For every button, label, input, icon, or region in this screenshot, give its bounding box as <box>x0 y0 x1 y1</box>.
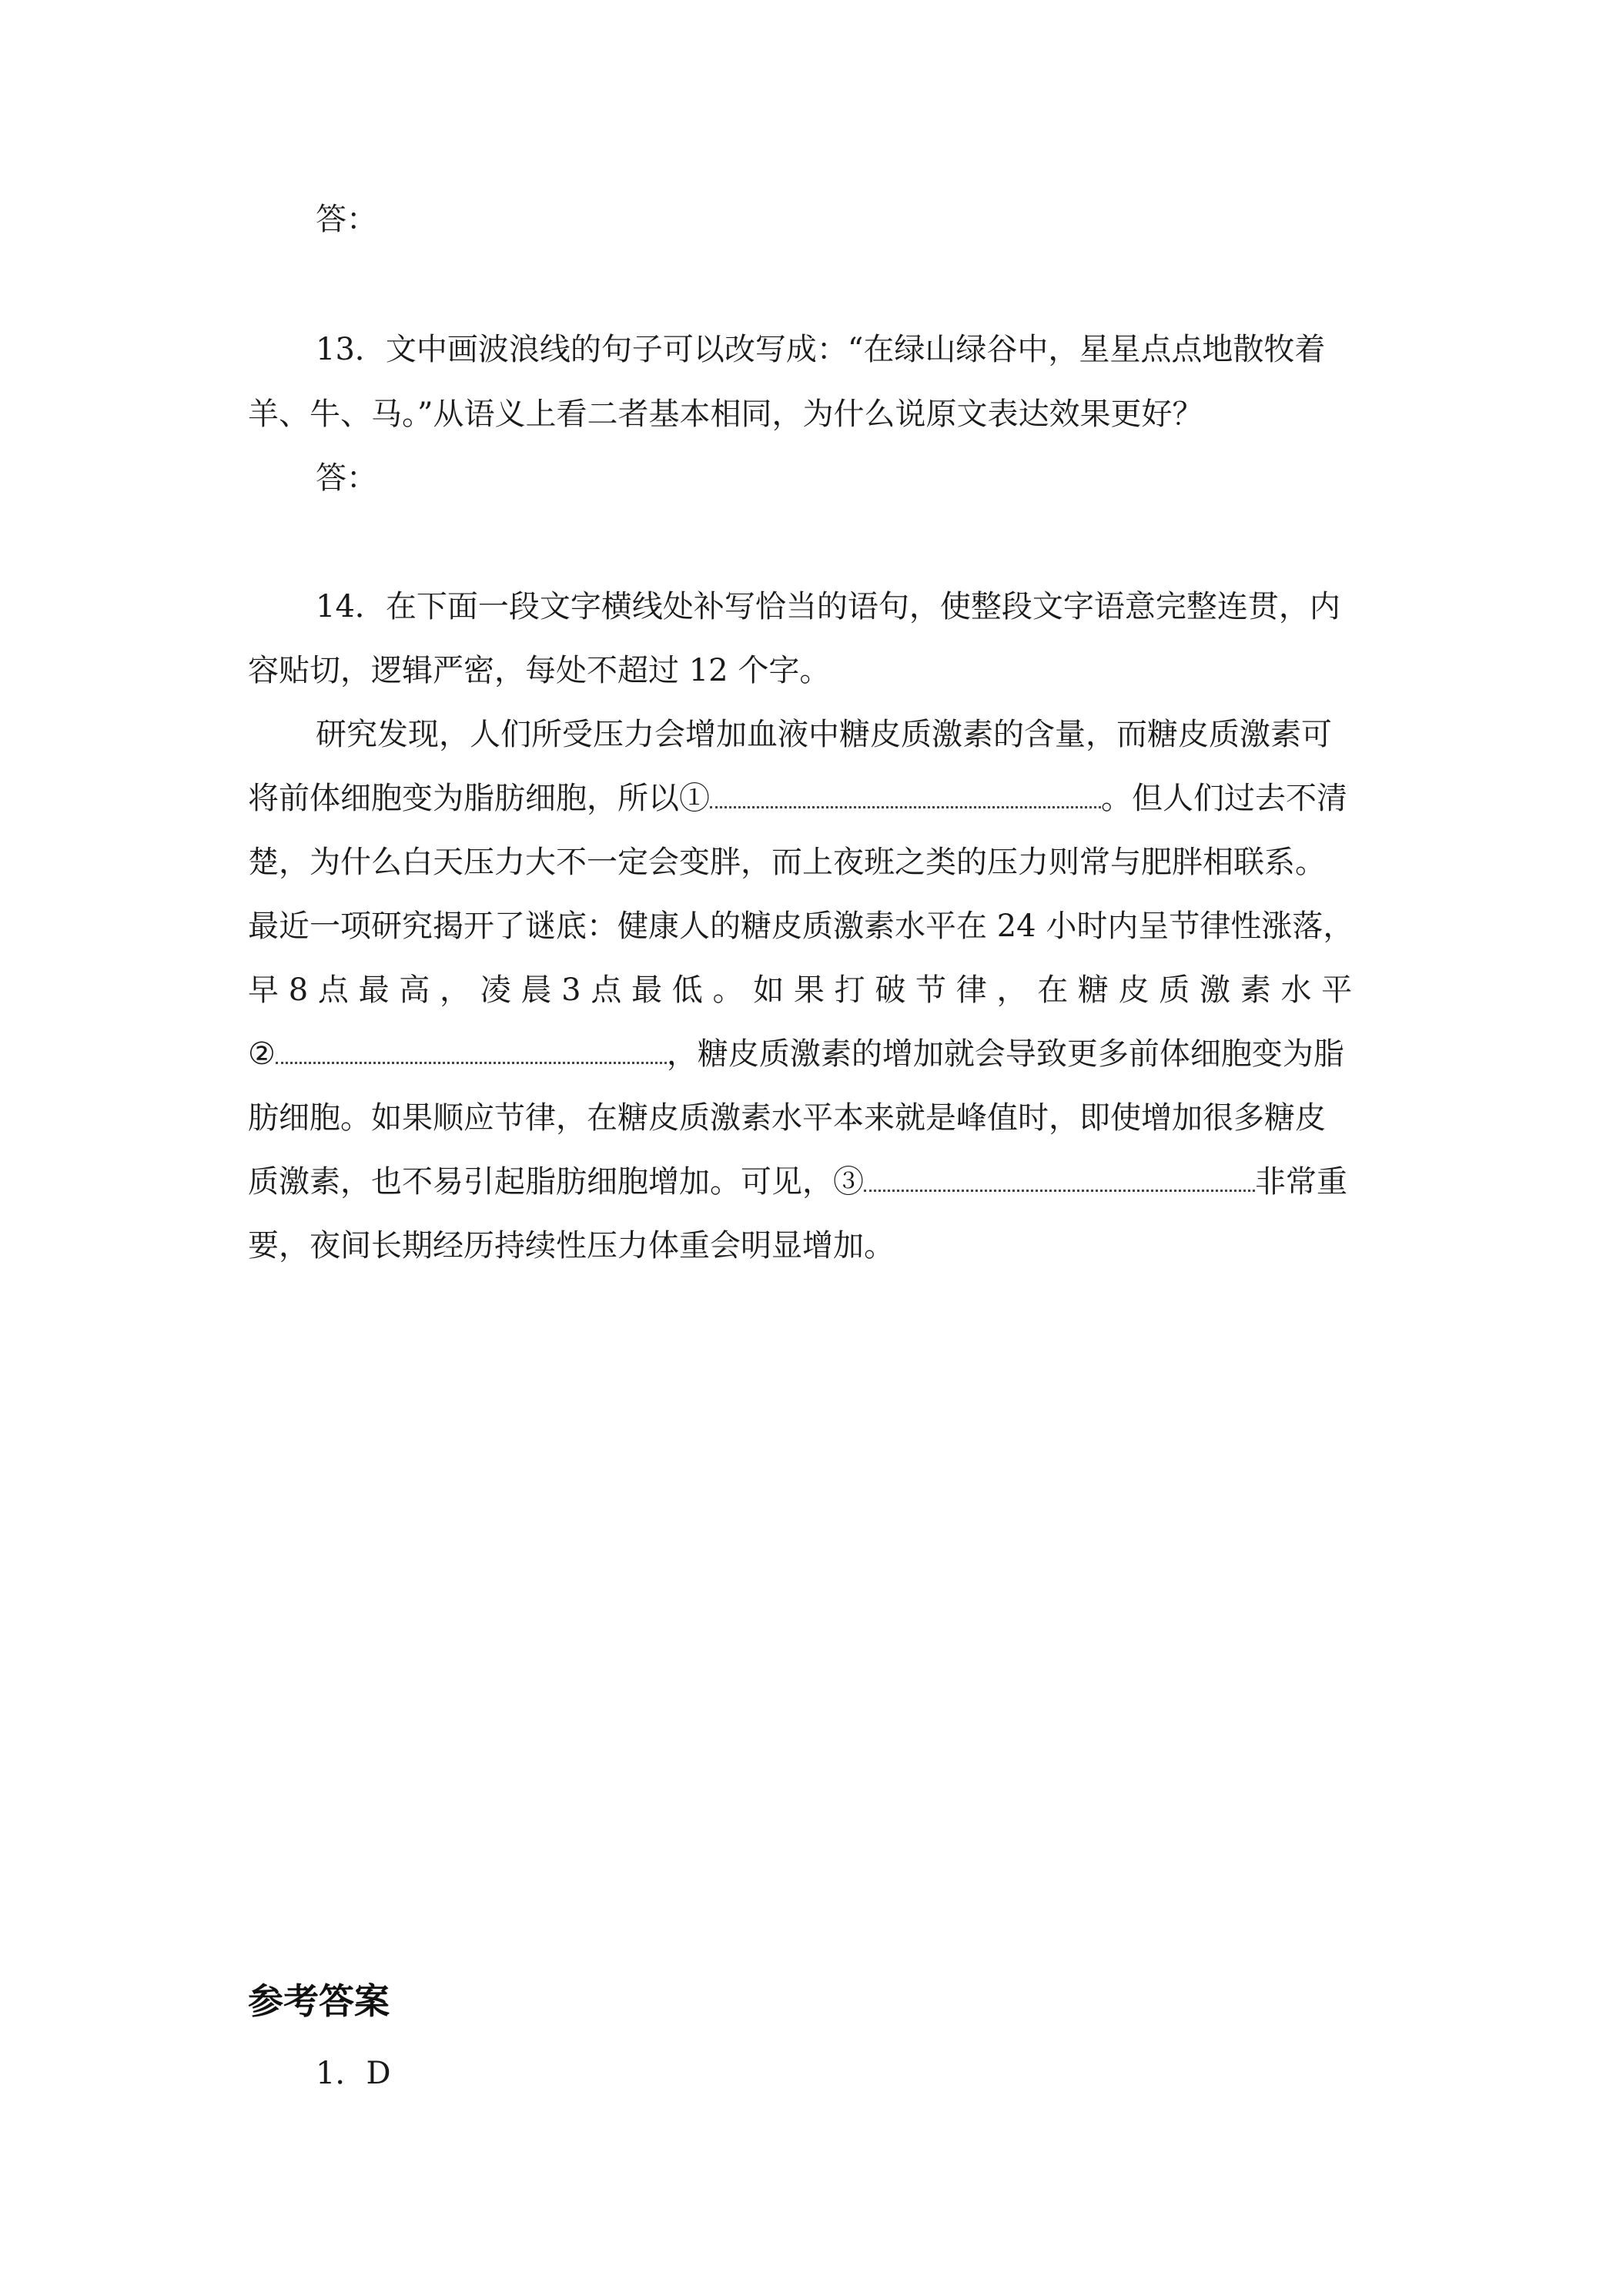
q14-question-line-1: 14．在下面一段文字横线处补写恰当的语句，使整段文字语意完整连贯，内 <box>316 589 1340 624</box>
q14-passage-line-9: 要，夜间长期经历持续性压力体重会明显增加。 <box>248 1228 895 1263</box>
q14-passage-line-1: 研究发现，人们所受压力会增加血液中糖皮质激素的含量，而糖皮质激素可 <box>316 717 1332 752</box>
q14-passage-line-2-before-blank: 将前体细胞变为脂肪细胞，所以① <box>248 781 710 816</box>
q12-answer-label: 答： <box>316 202 377 237</box>
q14-passage-line-8-before-blank: 质激素，也不易引起脂肪细胞增加。可见，③ <box>248 1164 864 1200</box>
q14-passage-line-8-after-blank: 非常重 <box>1255 1164 1347 1200</box>
q14-passage-line-5: 早 8 点 最 高 ， 凌 晨 3 点 最 低 。 如 果 打 破 节 律 ， 在 糖 皮 质 激 素 水 平 <box>248 972 1353 1008</box>
q14-passage-line-4: 最近一项研究揭开了谜底：健康人的糖皮质激素水平在 24 小时内呈节律性涨落， <box>248 909 1354 944</box>
q14-passage-line-2 <box>248 775 1347 822</box>
answer-item-1: 1．D <box>316 2056 391 2091</box>
q14-passage-line-6-after-blank: ，糖皮质激素的增加就会导致更多前体细胞变为脂 <box>666 1036 1344 1072</box>
q14-question-line-2: 容贴切，逻辑严密，每处不超过 12 个字。 <box>248 653 831 688</box>
q14-passage-line-6-before-blank: ② <box>248 1036 276 1072</box>
blank-3[interactable] <box>864 1162 1255 1192</box>
q14-passage-line-3: 楚，为什么白天压力大不一定会变胖，而上夜班之类的压力则常与肥胖相联系。 <box>248 845 1326 880</box>
q13-answer-label: 答： <box>316 460 377 496</box>
answers-heading: 参考答案 <box>248 1980 390 2022</box>
q14-passage-line-6 <box>248 1030 1344 1078</box>
q14-passage-line-2-after-blank: 。但人们过去不清 <box>1101 781 1347 816</box>
q14-passage-line-7: 肪细胞。如果顺应节律，在糖皮质激素水平本来就是峰值时，即使增加很多糖皮 <box>248 1100 1326 1136</box>
q14-passage-line-8 <box>248 1158 1347 1206</box>
q13-question-line-2: 羊、牛、马。”从语义上看二者基本相同，为什么说原文表达效果更好？ <box>248 397 1203 432</box>
blank-2[interactable] <box>276 1034 667 1064</box>
q13-question-line-1: 13．文中画波浪线的句子可以改写成：“在绿山绿谷中，星星点点地散牧着 <box>316 332 1326 367</box>
blank-1[interactable] <box>710 778 1101 808</box>
